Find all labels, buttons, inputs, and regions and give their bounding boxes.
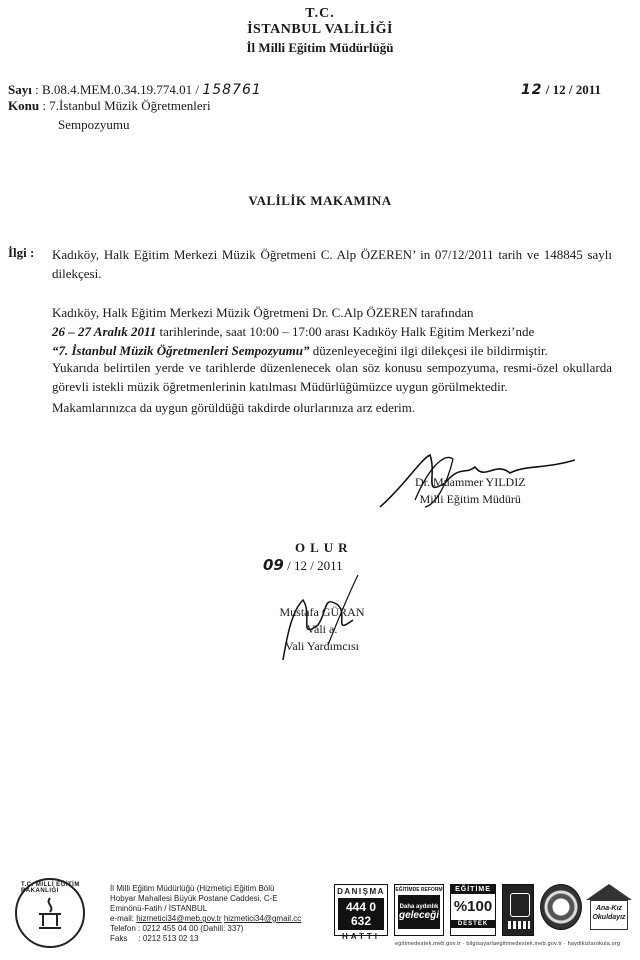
egitimde-reform-badge — [394, 884, 444, 936]
footer-fax: Faks : 0212 513 02 13 — [110, 934, 199, 943]
footer-phone: Telefon : 0212 455 04 00 (Dahili: 337) — [110, 924, 244, 933]
reform-big: geleceği — [398, 909, 440, 921]
p1-dates: 26 – 27 Aralık 2011 — [52, 324, 157, 339]
phone-keys — [508, 921, 530, 929]
olur-date-handwritten: 09 — [263, 556, 284, 574]
house-roof-icon — [586, 884, 632, 900]
danisma-bottom: HATTI — [342, 932, 380, 941]
danisma-hatti-badge — [334, 884, 388, 941]
footer-line1: İl Milli Eğitim Müdürlüğü (Hizmetiçi Eğitim Bölü — [110, 884, 275, 893]
signer2-name: Mustafa GÜRAN — [279, 605, 365, 619]
date-handwritten: 12 — [521, 82, 543, 98]
mobile-phone-icon — [502, 884, 534, 936]
header-tc: T.C. — [305, 6, 335, 21]
body-paragraph-1 — [52, 303, 612, 360]
ref-number — [8, 82, 262, 98]
signer1-title: Milli Eğitim Müdürü — [419, 492, 521, 506]
sayi-value: : B.08.4.MEM.0.34.19.774.01 / — [35, 82, 200, 97]
document-date — [521, 82, 601, 98]
olur-label: OLUR — [295, 540, 353, 555]
danisma-top: DANIŞMA — [337, 887, 385, 896]
konu-value-line2: Sempozyumu — [58, 117, 130, 132]
signature-block-1 — [415, 474, 526, 508]
meb-logo — [15, 878, 85, 948]
konu-label: Konu — [8, 98, 40, 113]
subject — [8, 98, 211, 114]
round-emblem-icon — [540, 884, 582, 930]
signature-block-2 — [262, 604, 382, 655]
email-link-1[interactable]: hizmetici34@meb.gov.tr — [136, 914, 222, 923]
reform-mid: Daha aydınlık — [399, 903, 439, 910]
ilgi-label: İlgi : — [8, 245, 35, 260]
footer-line3: Eminönü-Fatih / İSTANBUL — [110, 904, 208, 913]
egitime-number: %100 — [453, 898, 493, 915]
p1-event: “7. İstanbul Müzik Öğretmenleri Sempozyumu” — [52, 343, 310, 358]
danisma-number: 444 0 632 — [338, 898, 384, 930]
signer1-name: Dr. Muammer YILDIZ — [415, 475, 526, 489]
egitime-destek-badge — [450, 884, 496, 936]
body-paragraph-3: Makamlarınızca da uygun görüldüğü takdirde olurlarınıza arz ederim. — [52, 400, 416, 415]
footer-urls: egitimedestek.meb.gov.tr · bilgisayarlaegitimedestek.meb.gov.tr · haydikizlarokula.org — [395, 941, 621, 947]
egitime-top: EĞİTİME — [451, 885, 495, 894]
footer-line2: Hobyar Mahallesi Büyük Postane Caddesi, C-E — [110, 894, 278, 903]
olur-date-rest: / 12 / 2011 — [287, 558, 343, 573]
signer2-line3: Vali Yardımcısı — [284, 639, 359, 653]
egitime-bottom: DESTEK — [451, 920, 495, 928]
ana-kiz-okuldayiz-badge — [586, 884, 632, 934]
reform-top: EĞİTİMDE REFORM — [395, 887, 443, 893]
body-paragraph-2: Yukarıda belirtilen yerde ve tarihlerde düzenlenecek olan söz konusu sempozyuma, resmi-özel okullarda görevli istekli müzik öğretmenlerinin katılması Müdürlüğümüzce uygun görülmektedir. — [52, 360, 612, 394]
meb-logo-text: T.C. MİLLİ EĞİTİM BAKANLIĞI — [21, 882, 80, 894]
email-link-2[interactable]: hizmetici34@gmail.cc — [223, 914, 302, 923]
phone-screen — [510, 893, 530, 917]
reform-block — [398, 895, 440, 929]
p1-part-a: Kadıköy, Halk Eğitim Merkezi Müzik Öğretmeni Dr. C.Alp ÖZEREN tarafından — [52, 305, 474, 320]
addressee: VALİLİK MAKAMINA — [248, 193, 392, 208]
konu-value: : 7.İstanbul Müzik Öğretmenleri — [42, 98, 211, 113]
header-mudurluk: İl Milli Eğitim Müdürlüğü — [246, 40, 394, 55]
header-valilik: İSTANBUL VALİLİĞİ — [247, 22, 393, 37]
date-rest: / 12 / 2011 — [545, 82, 601, 97]
sayi-handwritten: 158761 — [202, 82, 262, 98]
torch-icon — [35, 894, 65, 932]
signer2-line2: Vali a. — [306, 622, 338, 636]
sayi-label: Sayı — [8, 82, 32, 97]
house-text: Ana-Kız Okuldayız — [590, 900, 628, 930]
p1-part-b: tarihlerinde, saat 10:00 – 17:00 arası Kadıköy Halk Eğitim Merkezi’nde — [156, 324, 535, 339]
email-label: e-mail: — [110, 914, 137, 923]
ilgi-text: Kadıköy, Halk Eğitim Merkezi Müzik Öğretmeni C. Alp ÖZEREN’ in 07/12/2011 tarih ve 148845 saylı dilekçesi. — [52, 247, 612, 281]
p1-part-c: düzenleyeceğini ilgi dilekçesi ile bildirmiştir. — [309, 343, 548, 358]
